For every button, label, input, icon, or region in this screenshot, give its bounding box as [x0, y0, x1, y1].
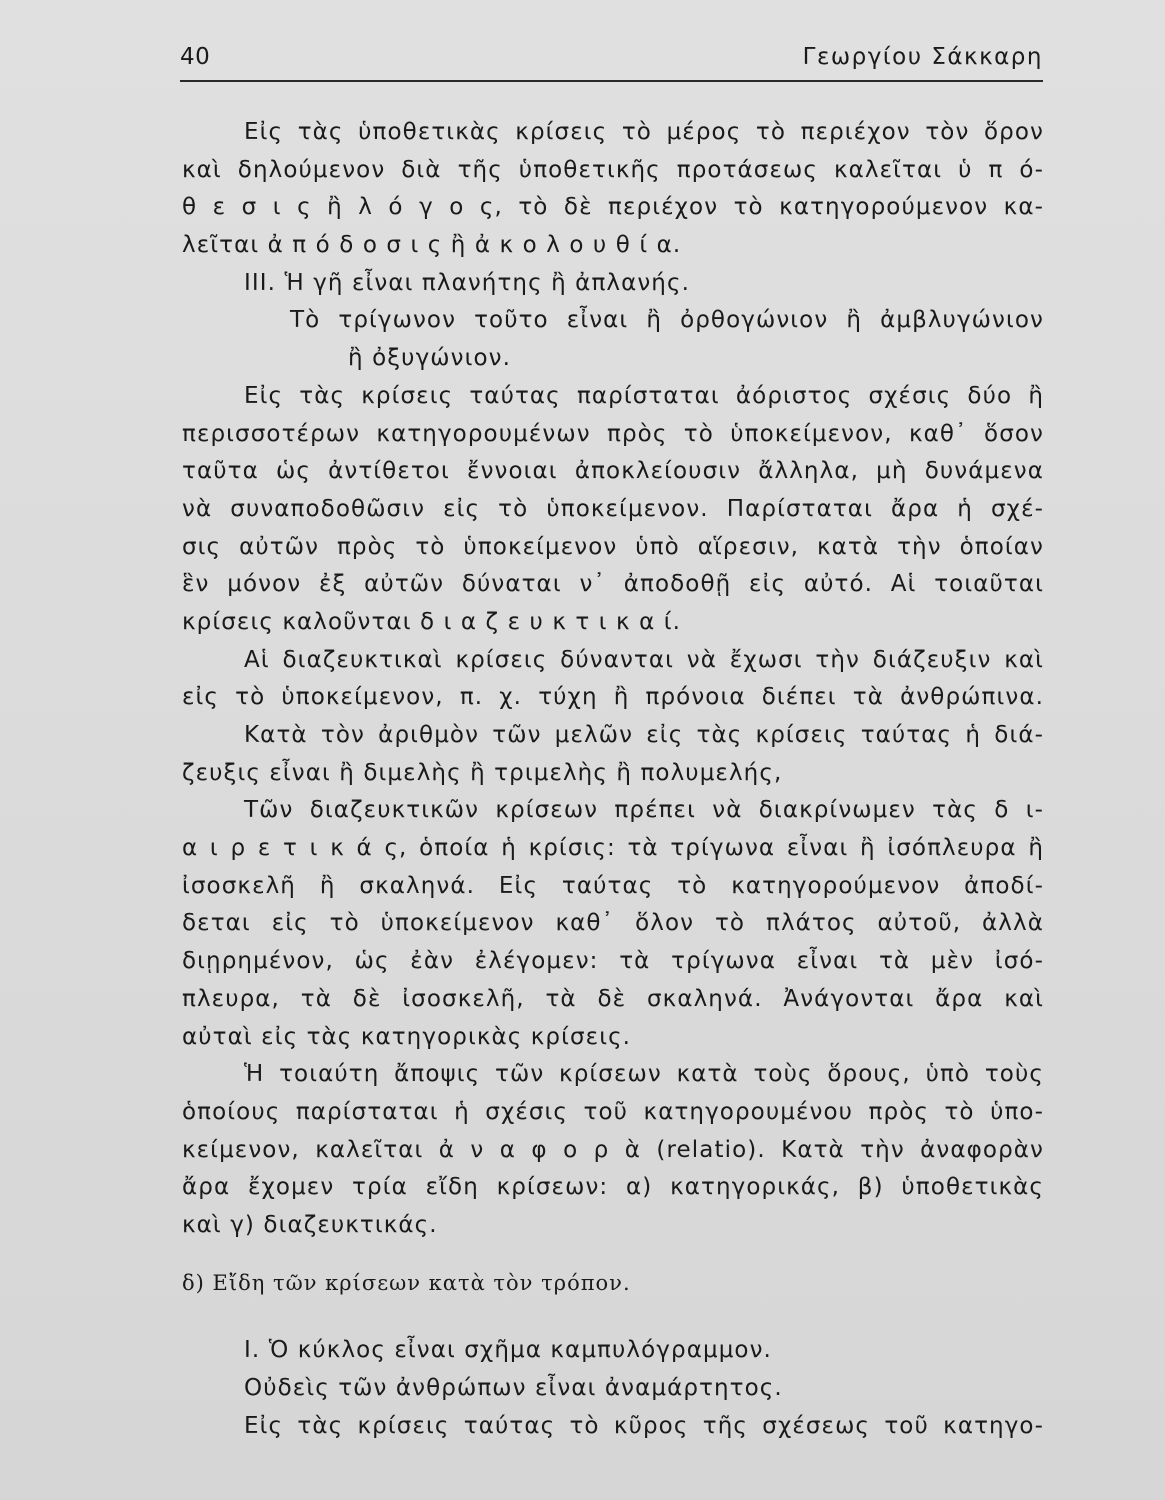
spacer — [182, 1245, 1044, 1265]
text-line: Εἰς τὰς ὑποθετικὰς κρίσεις τὸ μέρος τὸ περιέχον τὸν ὅρον — [244, 119, 1044, 145]
text-line: Ι. Ὁ κύκλος εἶναι σχῆμα καμπυλόγραμμον. — [244, 1337, 772, 1364]
text-line: ἰσοσκελῆ ἢ σκαληνά. Εἰς ταύτας τὸ κατηγορούμενον ἀποδί- — [182, 872, 1044, 899]
text-line: κείμενον, καλεῖται ἀ ν α φ ο ρ ὰ (relatio). Κατὰ τὴν ἀναφορὰν — [182, 1136, 1044, 1163]
text-line: ΙΙΙ. Ἡ γῆ εἶναι πλανήτης ἢ ἀπλανής. — [244, 269, 690, 296]
text-line: ἄρα ἔχομεν τρία εἴδη κρίσεων: α) κατηγορικάς, β) ὑποθετικὰς — [182, 1174, 1044, 1201]
page-header — [180, 44, 1043, 82]
text-line: κρίσεις καλοῦνται δ ι α ζ ε υ κ τ ι κ α ί. — [182, 608, 682, 635]
text-line: Ἡ τοιαύτη ἄποψις τῶν κρίσεων κατὰ τοὺς ὅρους, ὑπὸ τοὺς — [244, 1061, 1044, 1088]
text-line: ζευξις εἶναι ἢ διμελὴς ἢ τριμελὴς ἢ πολυμελής, — [182, 759, 783, 786]
text-line: περισσοτέρων κατηγορουμένων πρὸς τὸ ὑποκείμενον, καθ᾿ ὅσον — [182, 420, 1044, 447]
text-line: Οὐδεὶς τῶν ἀνθρώπων εἶναι ἀναμάρτητος. — [244, 1375, 783, 1401]
text-line: ταῦτα ὡς ἀντίθετοι ἔννοιαι ἀποκλείουσιν ἄλληλα, μὴ δυνάμενα — [182, 458, 1044, 485]
text-line: Εἰς τὰς κρίσεις ταύτας τὸ κῦρος τῆς σχέσεως τοῦ κατηγο- — [244, 1412, 1044, 1439]
page-number: 40 — [180, 44, 211, 70]
text-line: ὁποίους παρίσταται ἡ σχέσις τοῦ κατηγορουμένου πρὸς τὸ ὑπο- — [182, 1098, 1044, 1125]
text-line: διῃρημένον, ὡς ἐὰν ἐλέγομεν: τὰ τρίγωνα εἶναι τὰ μὲν ἰσό- — [182, 948, 1044, 975]
text-line: Εἰς τὰς κρίσεις ταύτας παρίσταται ἀόριστος σχέσις δύο ἢ — [244, 382, 1044, 409]
text-line: δεται εἰς τὸ ὑποκείμενον καθ᾿ ὅλον τὸ πλάτος αὐτοῦ, ἀλλὰ — [182, 910, 1044, 937]
text-line: Τῶν διαζευκτικῶν κρίσεων πρέπει νὰ διακρίνωμεν τὰς δ ι- — [244, 797, 1044, 824]
text-line: πλευρα, τὰ δὲ ἰσοσκελῆ, τὰ δὲ σκαληνά. Ἀνάγονται ἄρα καὶ — [182, 985, 1044, 1012]
text-line: θ ε σ ι ς ἢ λ ό γ ο ς, τὸ δὲ περιέχον τὸ κατηγορούμενον κα- — [182, 194, 1044, 221]
text-line: καὶ γ) διαζευκτικάς. — [182, 1211, 438, 1238]
text-line: α ι ρ ε τ ι κ ά ς, ὁποία ἡ κρίσις: τὰ τρίγωνα εἶναι ἢ ἰσόπλευρα ἢ — [182, 835, 1044, 862]
text-line: νὰ συναποδοθῶσιν εἰς τὸ ὑποκείμενον. Παρίσταται ἄρα ἡ σχέ- — [182, 495, 1044, 522]
text-line: λεῖται ἀ π ό δ ο σ ι ς ἢ ἀ κ ο λ ο υ θ ί α. — [182, 232, 682, 259]
body-text — [182, 114, 1044, 1445]
spacer — [182, 1302, 1044, 1332]
running-head: Γεωργίου Σάκκαρη — [802, 44, 1043, 70]
text-line: ἓν μόνον ἐξ αὐτῶν δύναται ν᾿ ἀποδοθῇ εἰς αὐτό. Αἱ τοιαῦται — [182, 571, 1044, 598]
text-line: ἢ ὀξυγώνιον. — [348, 345, 512, 372]
text-line: αὐταὶ εἰς τὰς κατηγορικὰς κρίσεις. — [182, 1023, 632, 1050]
text-line: Τὸ τρίγωνον τοῦτο εἶναι ἢ ὀρθογώνιον ἢ ἀμβλυγώνιον — [290, 307, 1044, 334]
text-line: Αἱ διαζευκτικαὶ κρίσεις δύνανται νὰ ἔχωσι τὴν διάζευξιν καὶ — [244, 646, 1044, 673]
text-line: Κατὰ τὸν ἀριθμὸν τῶν μελῶν εἰς τὰς κρίσεις ταύτας ἡ διά- — [244, 722, 1044, 748]
section-heading: δ) Εἴδη τῶν κρίσεων κατὰ τὸν τρόπον. — [182, 1270, 631, 1295]
text-line: καὶ δηλούμενον διὰ τῆς ὑποθετικῆς προτάσεως καλεῖται ὑ π ό- — [182, 156, 1044, 183]
text-line: εἰς τὸ ὑποκείμενον, π. χ. τύχη ἢ πρόνοια διέπει τὰ ἀνθρώπινα. — [182, 684, 1044, 711]
text-line: σις αὐτῶν πρὸς τὸ ὑποκείμενον ὑπὸ αἵρεσιν, κατὰ τὴν ὁποίαν — [182, 533, 1044, 560]
